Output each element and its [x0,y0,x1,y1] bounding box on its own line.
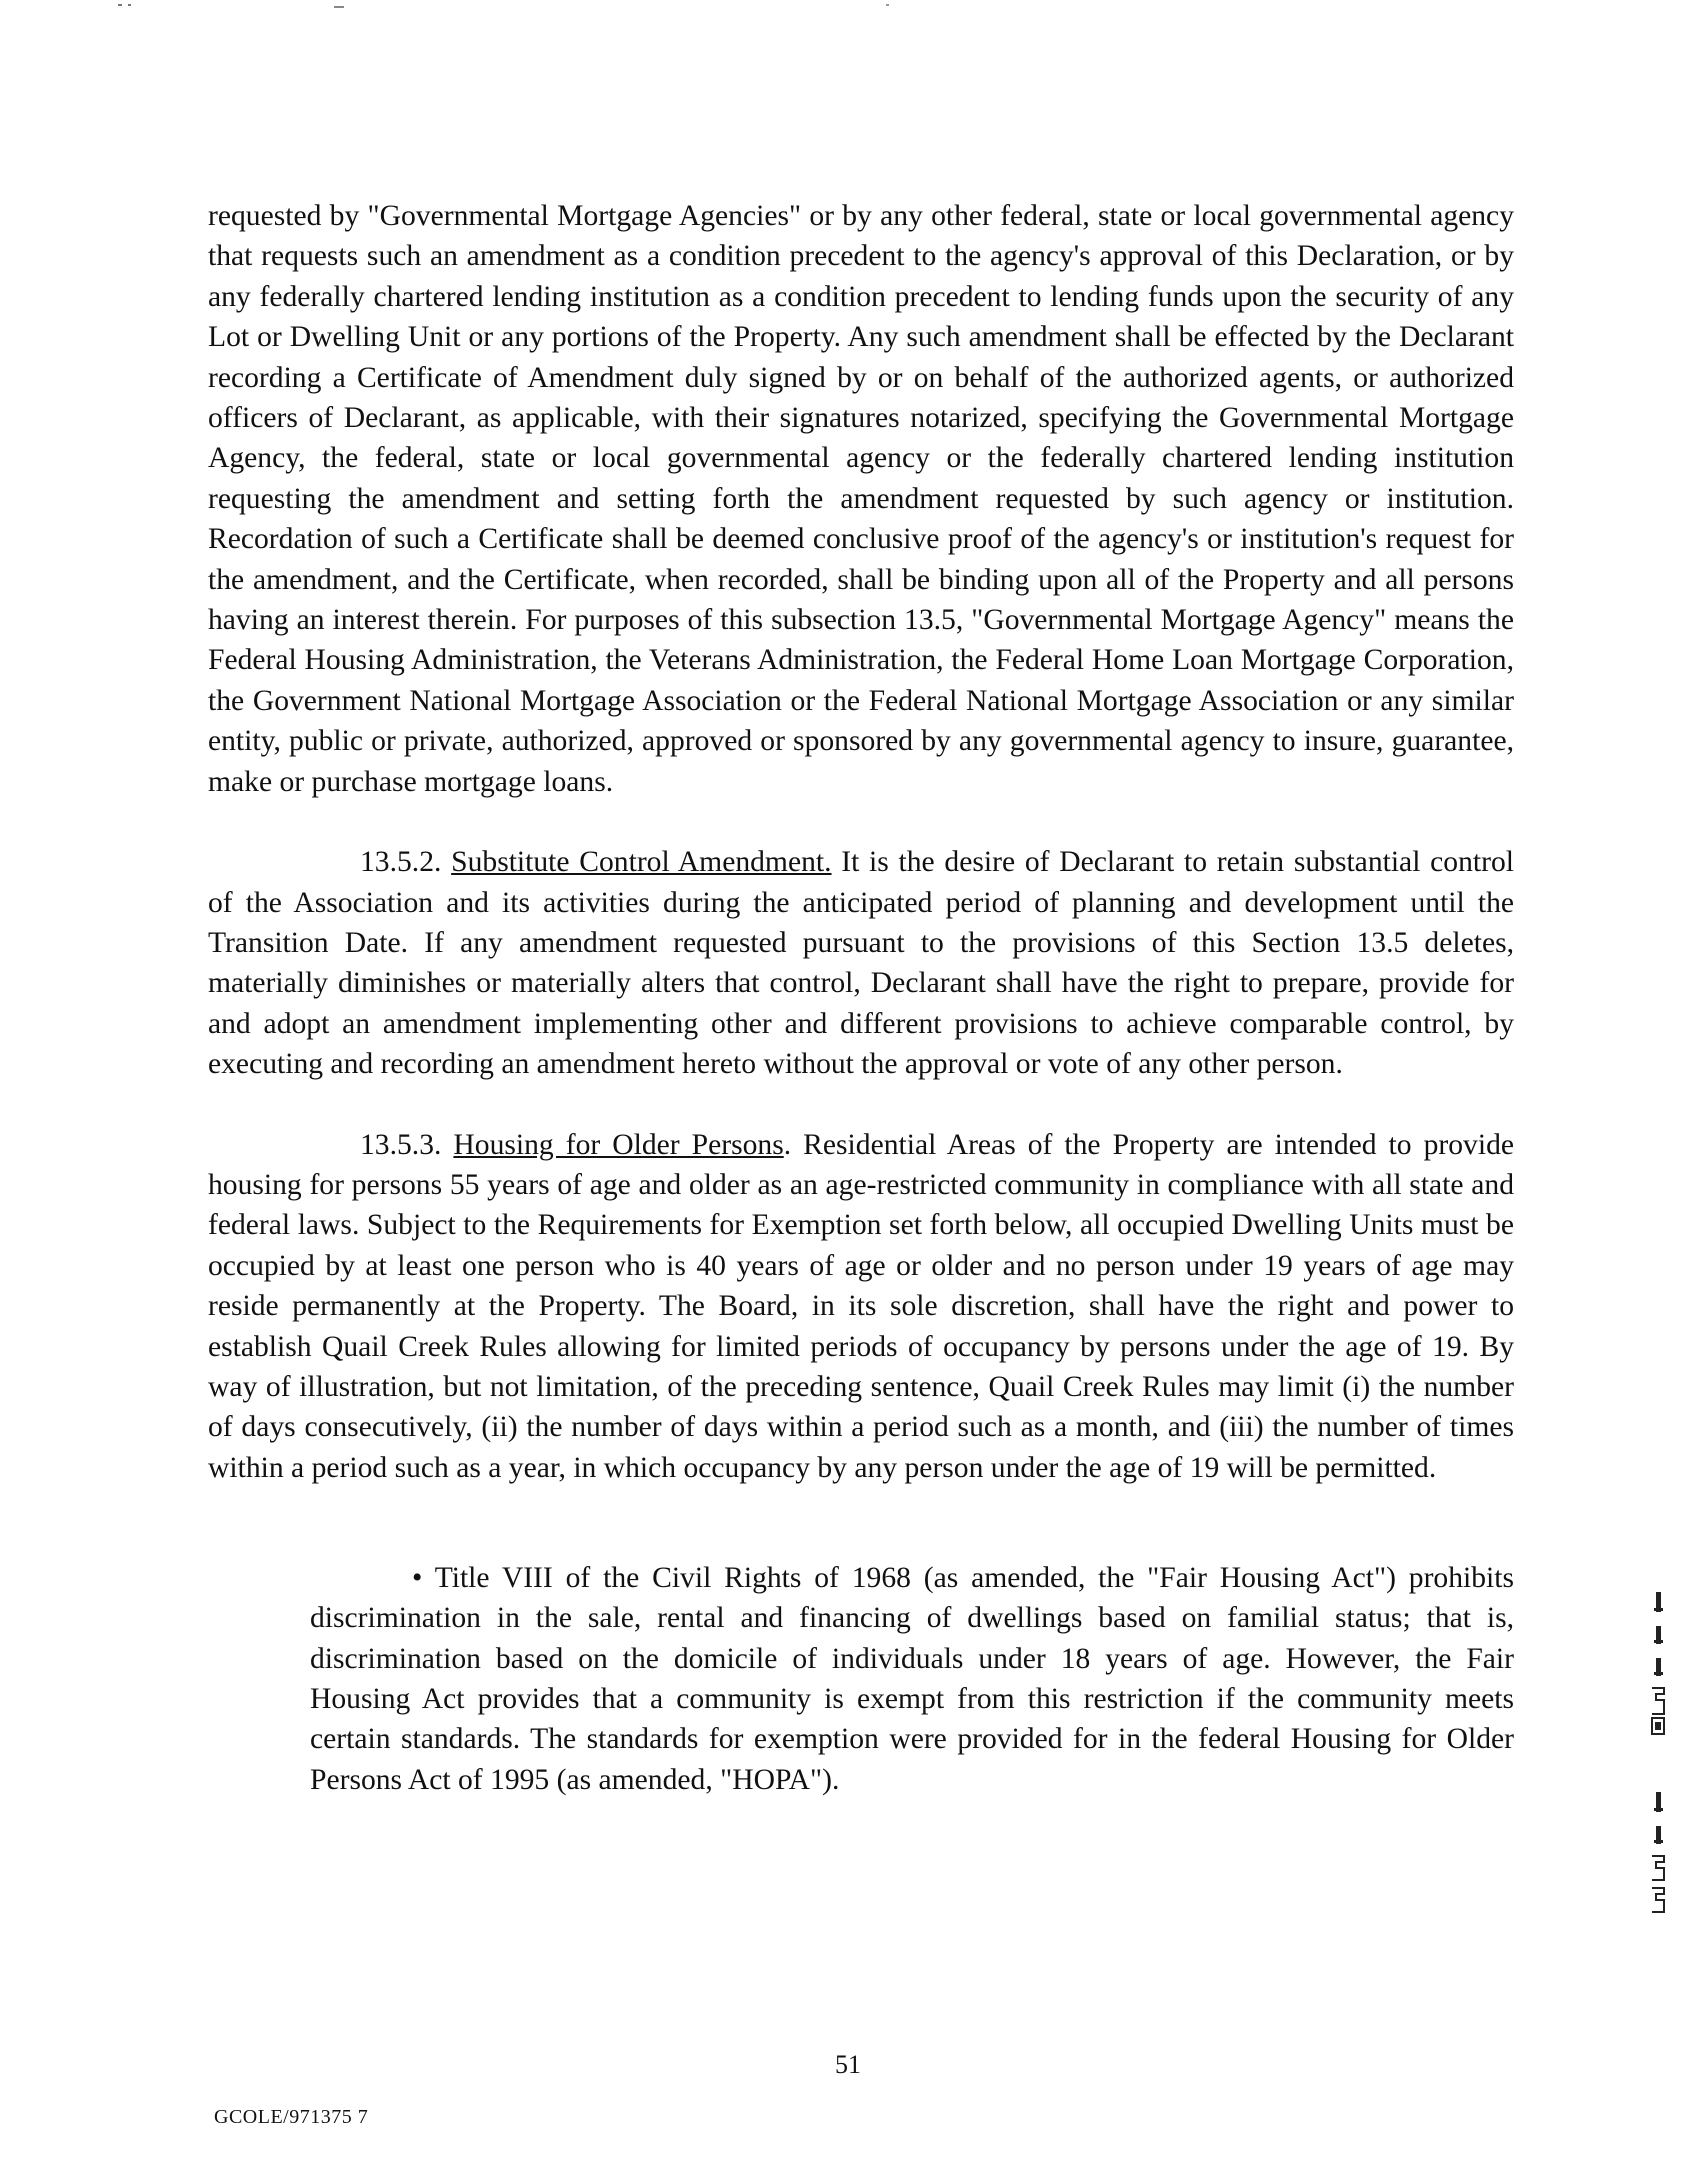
bullet-icon: • [412,1561,423,1594]
section-heading: Substitute Control Amendment. [451,846,832,879]
section-number: 13.5.2. [360,846,442,879]
recording-stamp-icon [1648,1592,1668,1932]
bullet-fair-housing-act [310,1558,1514,1800]
section-13-5-3 [208,1125,1514,1489]
document-id: GCOLE/971375 7 [214,2106,369,2128]
paragraph-governmental-mortgage: requested by "Governmental Mortgage Agencies" or by any other federal, state or local governmental agency that requests such an amendment as a condition precedent to the agency's approval of this Declaration, or by any federally chartered lending institution as a condition precedent to lending funds upon the security of any Lot or Dwelling Unit or any portions of the Property. Any such amendment shall be effected by the Declarant recording a Certificate of Amendment duly signed by or on behalf of the authorized agents, or authorized officers of Declarant, as applicable, with their signatures notarized, specifying the Governmental Mortgage Agency, the federal, state or local governmental agency or the federally chartered lending institution requesting the amendment and setting forth the amendment requested by such agency or institution. Recordation of such a Certificate shall be deemed conclusive proof of the agency's or institution's request for the amendment, and the Certificate, when recorded, shall be binding upon all of the Property and all persons having an interest therein. For purposes of this subsection 13.5, "Governmental Mortgage Agency" means the Federal Housing Administration, the Veterans Administration, the Federal Home Loan Mortgage Corporation, the Government National Mortgage Association or the Federal National Mortgage Association or any similar entity, public or private, authorized, approved or sponsored by any governmental agency to insure, guarantee, make or purchase mortgage loans. [208,200,1514,798]
section-number: 13.5.3. [360,1128,442,1161]
section-heading: Housing for Older Persons [453,1128,784,1161]
page-number: 51 [835,2050,861,2079]
section-13-5-2 [208,842,1514,1084]
section-body: It is the desire of Declarant to retain substantial control of the Association and its activities during the anticipated period of planning and development until the Transition Date. If any amendment requested pursuant to the provisions of this Section 13.5 deletes, materially diminishes or materially alters that control, Declarant shall have the right to prepare, provide for and adopt an amendment implementing other and different provisions to achieve comparable control, by executing and recording an amendment hereto without the approval or vote of any other person. [208,846,1514,1081]
document-body [208,196,1514,1830]
section-body: . Residential Areas of the Property are intended to provide housing for persons 55 years of age and older as an age-restricted community in compliance with all state and federal laws. Subject to the Requirements for Exemption set forth below, all occupied Dwelling Units must be occupied by at least one person who is 40 years of age or older and no person under 19 years of age may reside permanently at the Property. The Board, in its sole discretion, shall have the right and power to establish Quail Creek Rules allowing for limited periods of occupancy by persons under the age of 19. By way of illustration, but not limitation, of the preceding sentence, Quail Creek Rules may limit (i) the number of days consecutively, (ii) the number of days within a period such as a month, and (iii) the number of times within a period such as a year, in which occupancy by any person under the age of 19 will be permitted. [208,1128,1514,1484]
scan-artifacts [0,0,1696,14]
bullet-text: Title VIII of the Civil Rights of 1968 (as amended, the "Fair Housing Act") prohibits discrimination in the sale, rental and financing of dwellings based on familial status; that is, discrimination based on the domicile of individuals under 18 years of age. However, the Fair Housing Act provides that a community is exempt from this restriction if the community meets certain standards. The standards for exemption were provided for in the federal Housing for Older Persons Act of 1995 (as amended, "HOPA"). [310,1561,1514,1796]
